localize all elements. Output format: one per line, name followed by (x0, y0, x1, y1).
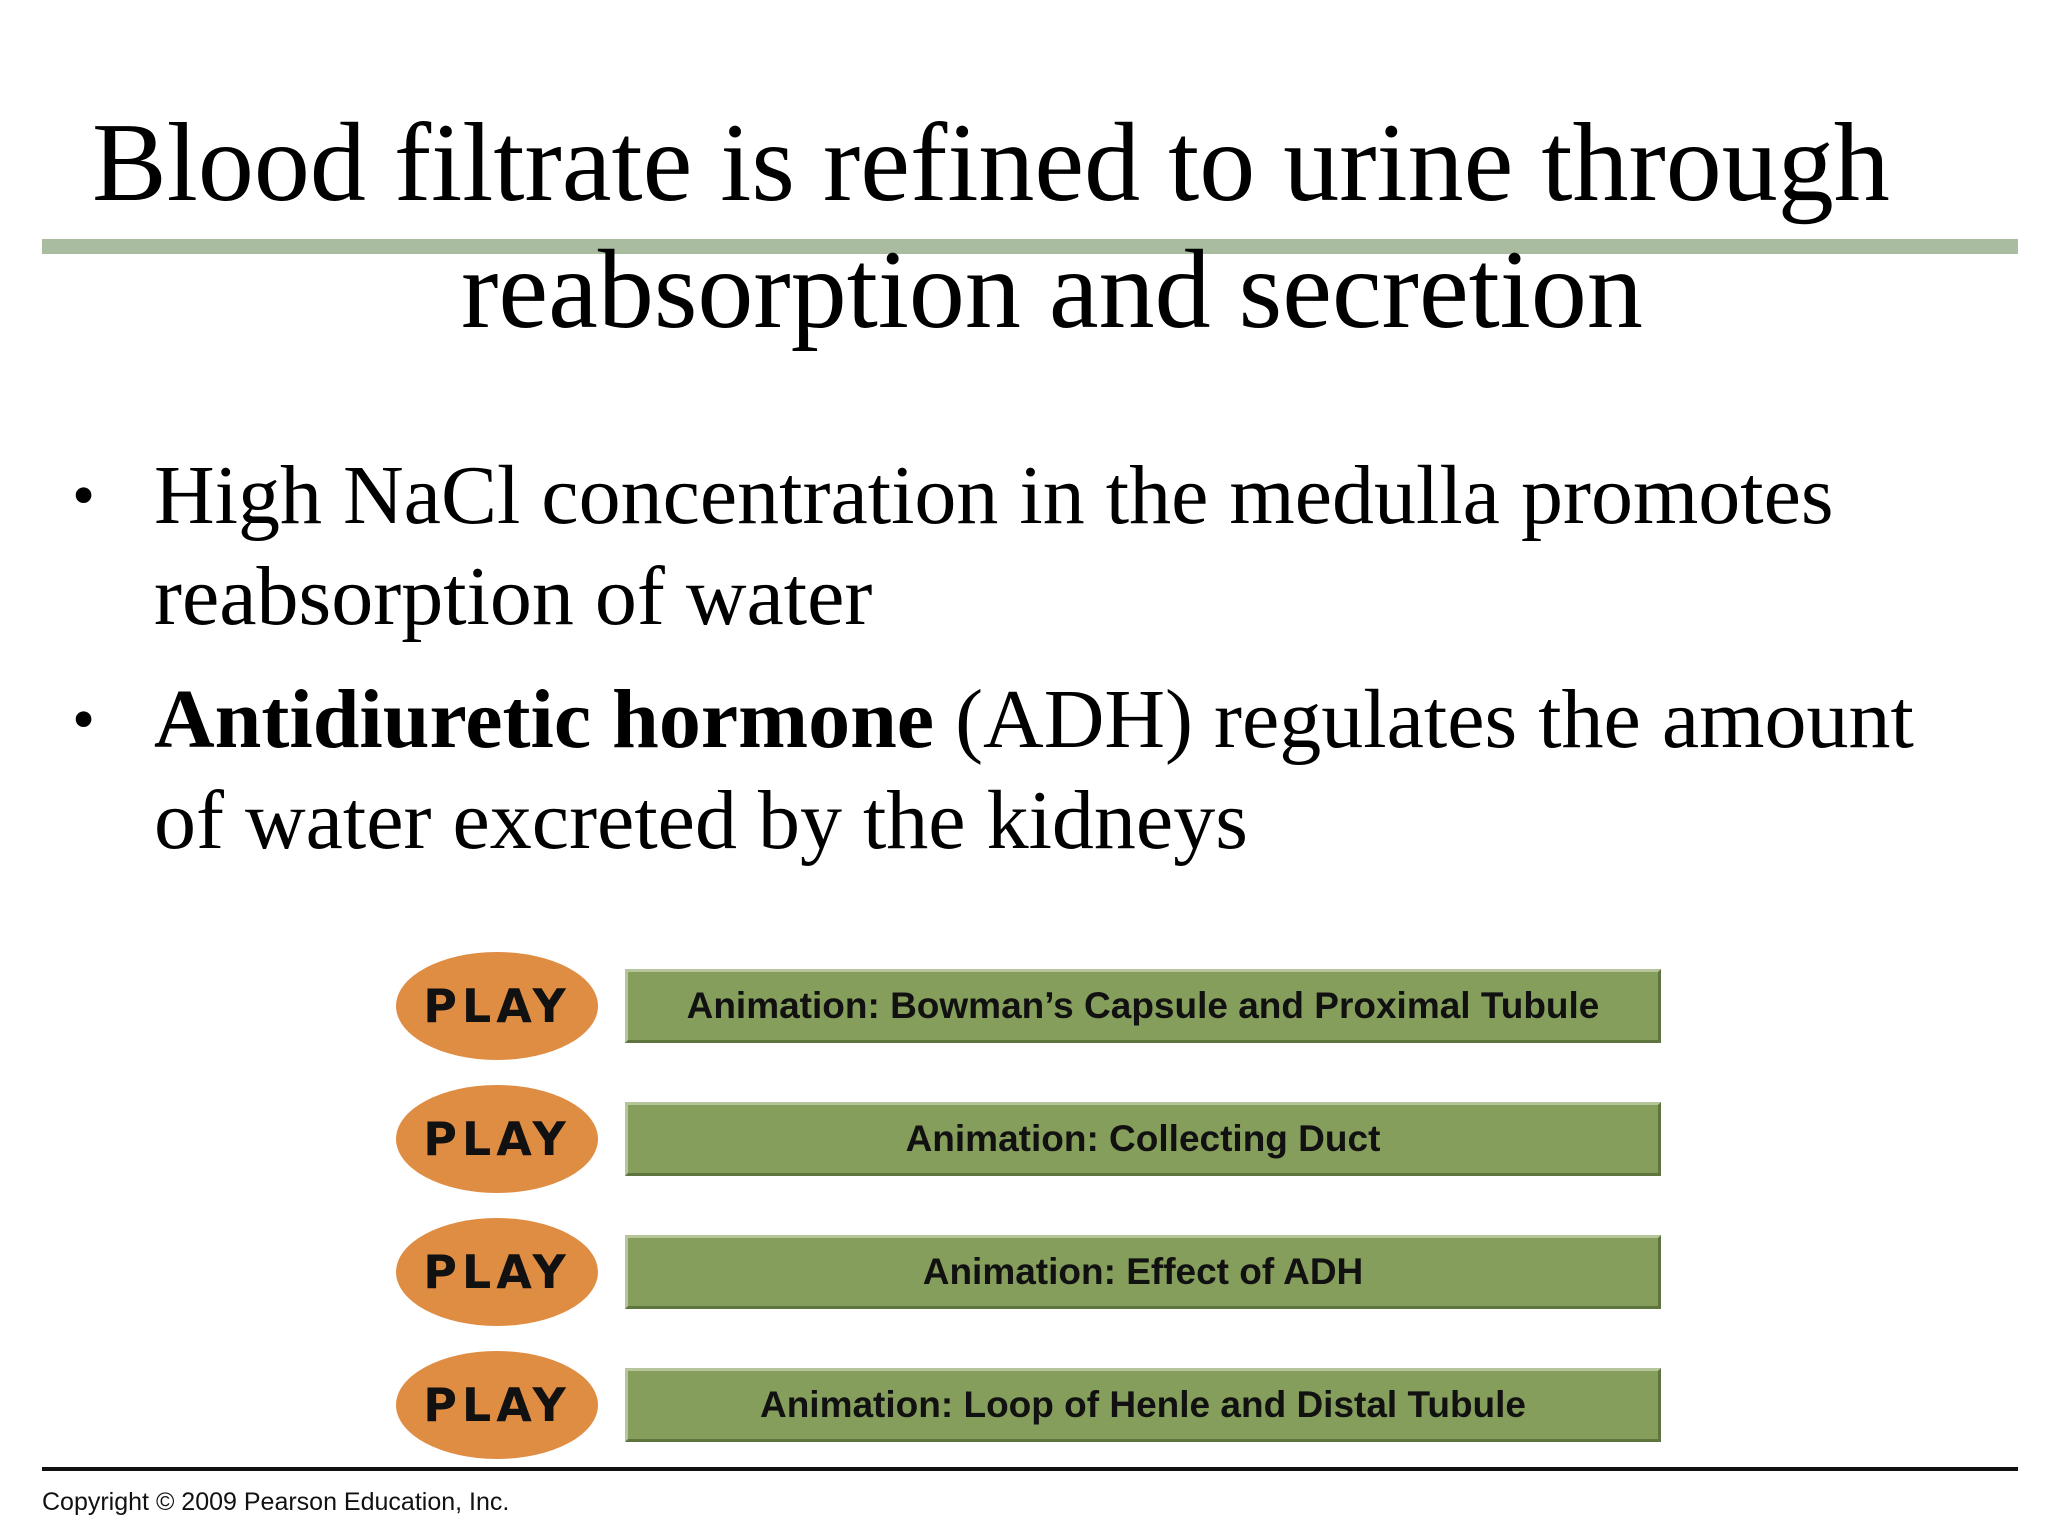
animation-link-loop-of-henle[interactable]: Animation: Loop of Henle and Distal Tubule (625, 1368, 1661, 1442)
bullet-text-nacl: High NaCl concentration in the medulla promotes reabsorption of water (154, 449, 1834, 643)
play-button[interactable] (396, 952, 598, 1060)
play-button[interactable] (396, 1351, 598, 1459)
animation-link-bowmans-capsule[interactable]: Animation: Bowman’s Capsule and Proximal Tubule (625, 969, 1661, 1043)
play-button[interactable] (396, 1085, 598, 1193)
bullet-item-nacl (72, 445, 1972, 647)
play-label: PLAY (423, 1245, 571, 1299)
bullet-item-adh (72, 669, 1972, 871)
media-row-bowmans-capsule (396, 952, 1664, 1062)
bullet-list (72, 445, 1972, 893)
animation-link-collecting-duct[interactable]: Animation: Collecting Duct (625, 1102, 1661, 1176)
media-row-loop-of-henle (396, 1351, 1664, 1461)
play-label: PLAY (423, 1378, 571, 1432)
footer-divider (42, 1467, 2018, 1471)
copyright-notice: Copyright © 2009 Pearson Education, Inc. (42, 1488, 510, 1516)
play-label: PLAY (423, 1112, 571, 1166)
bullet-dot-icon: • (72, 459, 96, 532)
bullet-term-adh: Antidiuretic hormone (154, 673, 935, 766)
play-label: PLAY (423, 979, 571, 1033)
media-row-collecting-duct (396, 1085, 1664, 1195)
slide-title (0, 100, 2048, 354)
bullet-dot-icon: • (72, 683, 96, 756)
bullet-text-adh: (ADH) regulates the amount of water excreted by the kidneys (154, 673, 1914, 867)
slide-title-line-1: Blood filtrate is refined to urine through (92, 101, 1890, 225)
slide-title-line-2: reabsorption and secretion (461, 228, 1643, 352)
play-button[interactable] (396, 1218, 598, 1326)
media-row-effect-of-adh (396, 1218, 1664, 1328)
animation-link-effect-of-adh[interactable]: Animation: Effect of ADH (625, 1235, 1661, 1309)
